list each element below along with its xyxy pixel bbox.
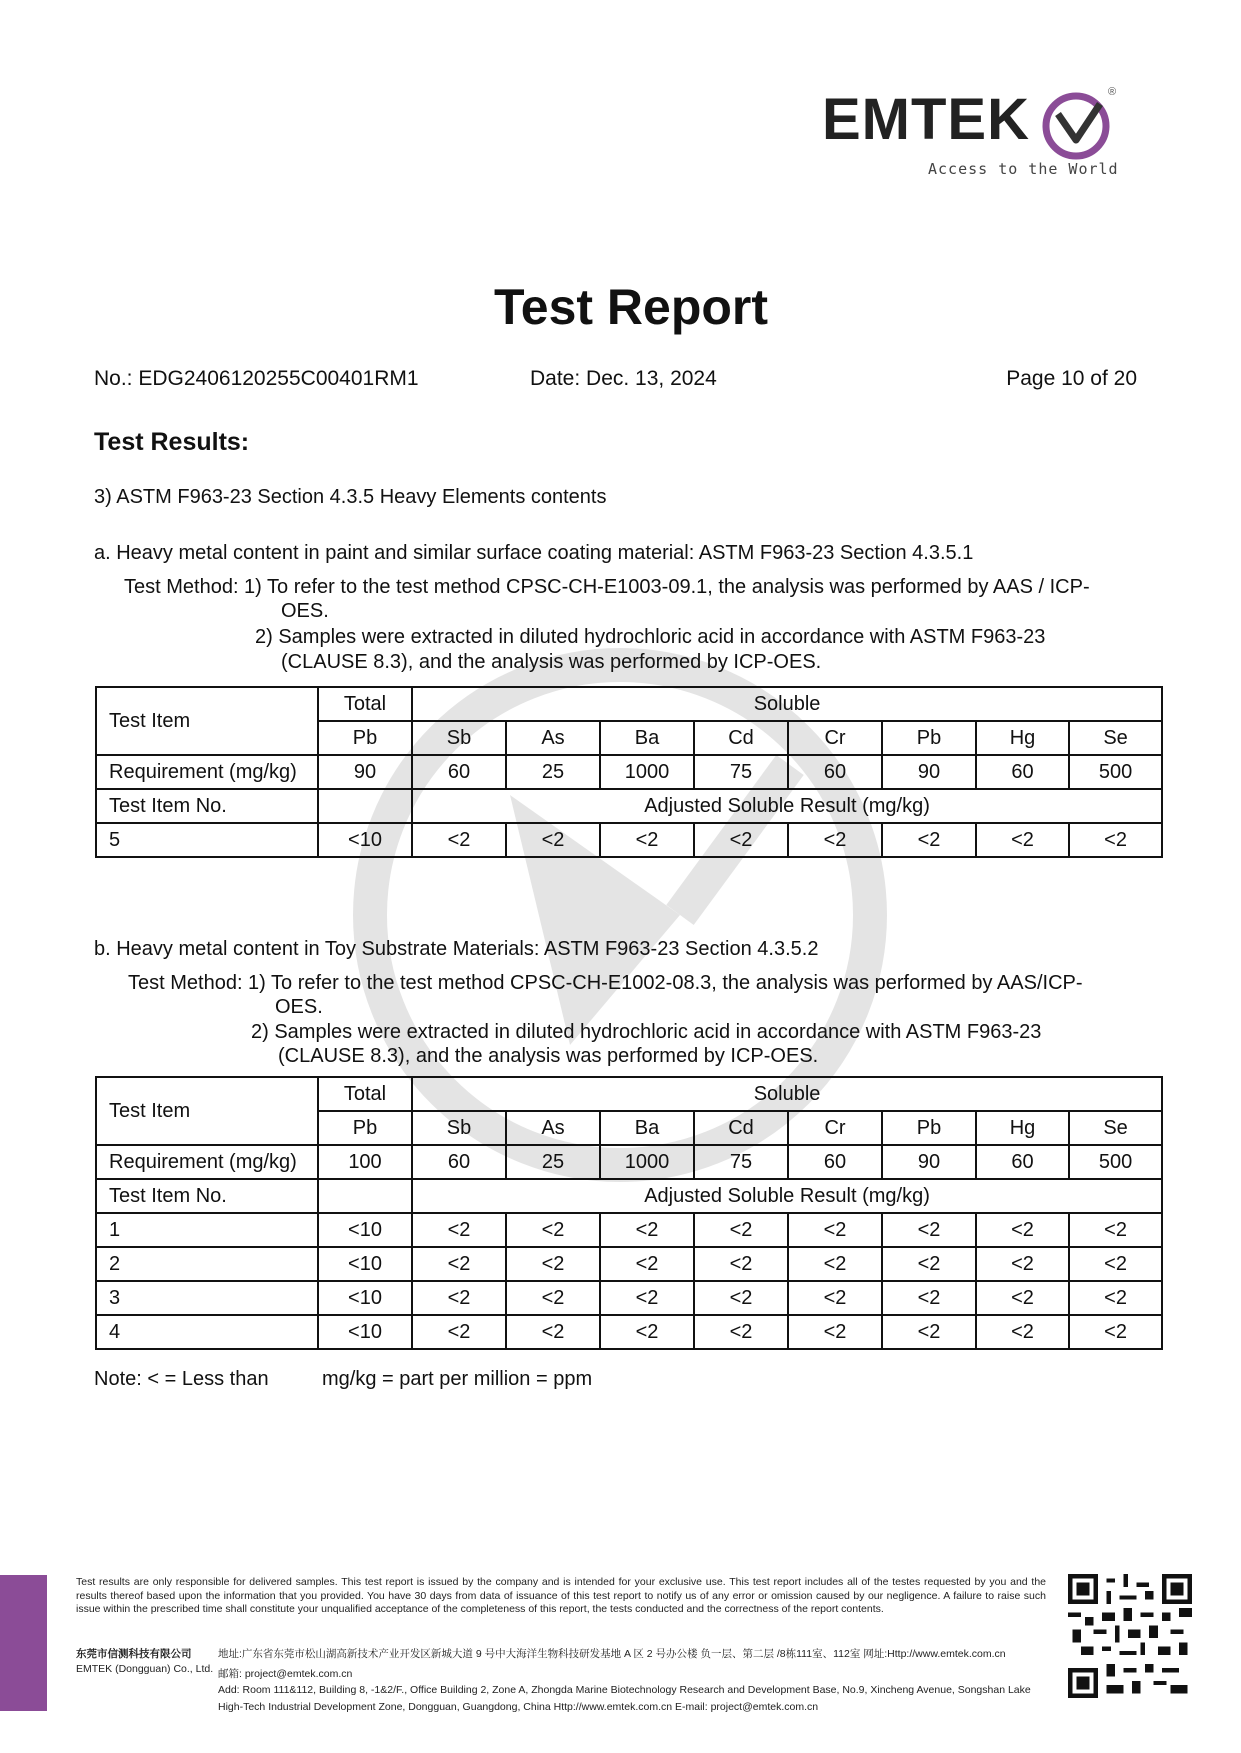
part-a-method-line2: OES. <box>281 600 329 622</box>
requirement-cell: 500 <box>1069 1145 1162 1179</box>
result-cell: <2 <box>976 1281 1069 1315</box>
part-b-method-line4: (CLAUSE 8.3), and the analysis was performed by ICP-OES. <box>278 1045 819 1067</box>
result-cell: <2 <box>976 1247 1069 1281</box>
empty-cell <box>318 789 412 823</box>
header-total: Total <box>318 687 412 721</box>
result-label: Adjusted Soluble Result (mg/kg) <box>412 1179 1162 1213</box>
result-label-row <box>96 1179 1162 1213</box>
result-cell: <2 <box>694 1213 788 1247</box>
table-row <box>96 1213 1162 1247</box>
report-date: Date: Dec. 13, 2024 <box>530 367 717 390</box>
element-cell: Hg <box>976 1111 1069 1145</box>
table-row <box>96 1247 1162 1281</box>
element-cell: Pb <box>318 1111 412 1145</box>
table-row <box>96 1315 1162 1349</box>
result-label-row <box>96 789 1162 823</box>
result-cell: <10 <box>318 1315 412 1349</box>
note-ppm: mg/kg = part per million = ppm <box>322 1368 593 1390</box>
result-label: Adjusted Soluble Result (mg/kg) <box>412 789 1162 823</box>
header-total: Total <box>318 1077 412 1111</box>
element-cell: Ba <box>600 1111 694 1145</box>
result-cell: <2 <box>1069 1315 1162 1349</box>
requirement-cell: 90 <box>882 755 976 789</box>
table-row <box>96 1281 1162 1315</box>
result-cell: <2 <box>506 1281 600 1315</box>
element-cell: Pb <box>318 721 412 755</box>
requirement-cell: 60 <box>412 1145 506 1179</box>
result-cell: <2 <box>976 1213 1069 1247</box>
requirement-cell: 75 <box>694 1145 788 1179</box>
part-a-method-line3: 2) Samples were extracted in diluted hydrochloric acid in accordance with ASTM F963-23 <box>255 626 1046 648</box>
brand-tagline: Access to the World <box>928 160 1119 178</box>
element-cell: Sb <box>412 721 506 755</box>
address-en-line1: Add: Room 111&112, Building 8, -1&2/F., Office Building 2, Zone A, Zhongda Marine Biotechnology Research and Development Base, No.9, Xincheng Avenue, Songshan Lake <box>218 1684 1031 1696</box>
company-name-cn: 东莞市信测科技有限公司 <box>76 1648 192 1660</box>
result-cell: <2 <box>882 823 976 857</box>
result-cell: <2 <box>788 1247 882 1281</box>
requirement-cell: 60 <box>412 755 506 789</box>
element-cell: Ba <box>600 721 694 755</box>
brand-logo-icon <box>1040 90 1112 162</box>
element-cell: Cd <box>694 1111 788 1145</box>
address-en-line2: High-Tech Industrial Development Zone, Dongguan, Guangdong, China Http://www.emtek.com.cn E-mail: project@emtek.com.cn <box>218 1701 819 1713</box>
requirement-cell: 90 <box>318 755 412 789</box>
result-cell: <2 <box>976 1315 1069 1349</box>
result-cell: <2 <box>600 1247 694 1281</box>
address-cn: 地址:广东省东莞市松山湖高新技术产业开发区新城大道 9 号中大海洋生物科技研发基地 A 区 2 号办公楼 负一层、第二层 /8栋111室、112室 网址:Http://www.emtek.com.cn <box>218 1648 1006 1660</box>
page-number: Page 10 of 20 <box>1006 367 1137 390</box>
result-cell: <2 <box>976 823 1069 857</box>
result-cell: <2 <box>412 823 506 857</box>
requirement-cell: 60 <box>976 755 1069 789</box>
requirement-cell: 60 <box>976 1145 1069 1179</box>
result-cell: <2 <box>412 1247 506 1281</box>
result-cell: <10 <box>318 1281 412 1315</box>
element-cell: Cd <box>694 721 788 755</box>
table-row <box>96 823 1162 857</box>
element-cell: As <box>506 1111 600 1145</box>
requirement-cell: 75 <box>694 755 788 789</box>
element-cell: Se <box>1069 1111 1162 1145</box>
result-cell: <2 <box>506 1315 600 1349</box>
result-cell: <2 <box>412 1281 506 1315</box>
requirement-cell: 90 <box>882 1145 976 1179</box>
requirement-cell: 1000 <box>600 1145 694 1179</box>
result-cell: <2 <box>600 823 694 857</box>
item-no-label: Test Item No. <box>96 789 318 823</box>
requirement-cell: 25 <box>506 755 600 789</box>
result-cell: <2 <box>1069 1247 1162 1281</box>
result-cell: <2 <box>788 1213 882 1247</box>
result-cell: <2 <box>600 1281 694 1315</box>
footer-disclaimer: Test results are only responsible for delivered samples. This test report is issued by the company and is intended for your exclusive use. This test report includes all of the testes requested by you and the results thereof based upon the information that you provided. You have 30 days from data of issuance of this test report to notify us of any error or omission caused by our negligence. A failure to raise such issue within the prescribed time shall constitute your unqualified acceptance of the completeness of this report, the tests conducted and the correctness of the report contents. <box>76 1576 1046 1616</box>
requirement-cell: 60 <box>788 755 882 789</box>
brand-wordmark: EMTEK <box>822 87 1030 152</box>
result-cell: <2 <box>788 1315 882 1349</box>
header-soluble: Soluble <box>412 1077 1162 1111</box>
result-cell: <2 <box>882 1213 976 1247</box>
requirement-cell: 100 <box>318 1145 412 1179</box>
requirement-cell: 60 <box>788 1145 882 1179</box>
result-cell: <2 <box>882 1247 976 1281</box>
result-cell: <10 <box>318 1213 412 1247</box>
page-title: Test Report <box>493 279 769 335</box>
result-cell: <2 <box>600 1213 694 1247</box>
result-cell: <2 <box>882 1315 976 1349</box>
requirement-cell: 25 <box>506 1145 600 1179</box>
result-cell: <10 <box>318 823 412 857</box>
requirement-cell: 1000 <box>600 755 694 789</box>
element-cell: Pb <box>882 1111 976 1145</box>
part-a-method-line1: Test Method: 1) To refer to the test method CPSC-CH-E1003-09.1, the analysis was performed by AAS / ICP- <box>124 576 1090 598</box>
element-cell: Cr <box>788 721 882 755</box>
report-number: No.: EDG2406120255C00401RM1 <box>94 367 419 390</box>
part-a-heading: a. Heavy metal content in paint and similar surface coating material: ASTM F963-23 Section 4.3.5.1 <box>94 542 974 564</box>
result-cell: <2 <box>412 1315 506 1349</box>
header-test-item: Test Item <box>96 687 318 755</box>
item-no-label: Test Item No. <box>96 1179 318 1213</box>
result-cell: <10 <box>318 1247 412 1281</box>
element-cell: Pb <box>882 721 976 755</box>
result-cell: <2 <box>694 1281 788 1315</box>
element-cell: As <box>506 721 600 755</box>
part-a-method-line4: (CLAUSE 8.3), and the analysis was performed by ICP-OES. <box>281 651 822 673</box>
result-cell: <2 <box>1069 1213 1162 1247</box>
result-cell: <2 <box>694 823 788 857</box>
result-cell: <2 <box>788 823 882 857</box>
registered-mark: ® <box>1108 86 1117 98</box>
item-no-cell: 1 <box>96 1213 318 1247</box>
part-b-heading: b. Heavy metal content in Toy Substrate Materials: ASTM F963-23 Section 4.3.5.2 <box>94 938 819 960</box>
item-no-cell: 4 <box>96 1315 318 1349</box>
result-cell: <2 <box>506 1247 600 1281</box>
company-name-en: EMTEK (Dongguan) Co., Ltd. <box>76 1663 214 1675</box>
header-soluble: Soluble <box>412 687 1162 721</box>
element-cell: Cr <box>788 1111 882 1145</box>
element-cell: Sb <box>412 1111 506 1145</box>
item-no-cell: 5 <box>96 823 318 857</box>
requirement-row <box>96 1145 1162 1179</box>
note-less-than: Note: < = Less than <box>94 1368 269 1390</box>
results-table-b <box>95 1076 1163 1350</box>
result-cell: <2 <box>1069 1281 1162 1315</box>
result-cell: <2 <box>600 1315 694 1349</box>
email-cn: 邮箱: project@emtek.com.cn <box>218 1668 353 1680</box>
result-cell: <2 <box>788 1281 882 1315</box>
result-cell: <2 <box>694 1247 788 1281</box>
table-header-row <box>96 1077 1162 1111</box>
results-table-a <box>95 686 1163 858</box>
element-cell: Se <box>1069 721 1162 755</box>
empty-cell <box>318 1179 412 1213</box>
result-cell: <2 <box>506 823 600 857</box>
part-b-method-line3: 2) Samples were extracted in diluted hydrochloric acid in accordance with ASTM F963-23 <box>251 1021 1042 1043</box>
result-cell: <2 <box>694 1315 788 1349</box>
header-test-item: Test Item <box>96 1077 318 1145</box>
part-b-method-line1: Test Method: 1) To refer to the test method CPSC-CH-E1002-08.3, the analysis was performed by AAS/ICP- <box>128 972 1083 994</box>
item-heading: 3) ASTM F963-23 Section 4.3.5 Heavy Elements contents <box>94 486 607 508</box>
item-no-cell: 3 <box>96 1281 318 1315</box>
requirement-row <box>96 755 1162 789</box>
item-no-cell: 2 <box>96 1247 318 1281</box>
result-cell: <2 <box>1069 823 1162 857</box>
result-cell: <2 <box>412 1213 506 1247</box>
requirement-label: Requirement (mg/kg) <box>96 1145 318 1179</box>
footer-accent-bar <box>0 1575 47 1711</box>
element-cell: Hg <box>976 721 1069 755</box>
qr-code-icon <box>1068 1574 1192 1698</box>
result-cell: <2 <box>506 1213 600 1247</box>
table-header-row <box>96 687 1162 721</box>
result-cell: <2 <box>882 1281 976 1315</box>
requirement-label: Requirement (mg/kg) <box>96 755 318 789</box>
section-heading: Test Results: <box>94 428 250 456</box>
part-b-method-line2: OES. <box>275 996 323 1018</box>
requirement-cell: 500 <box>1069 755 1162 789</box>
